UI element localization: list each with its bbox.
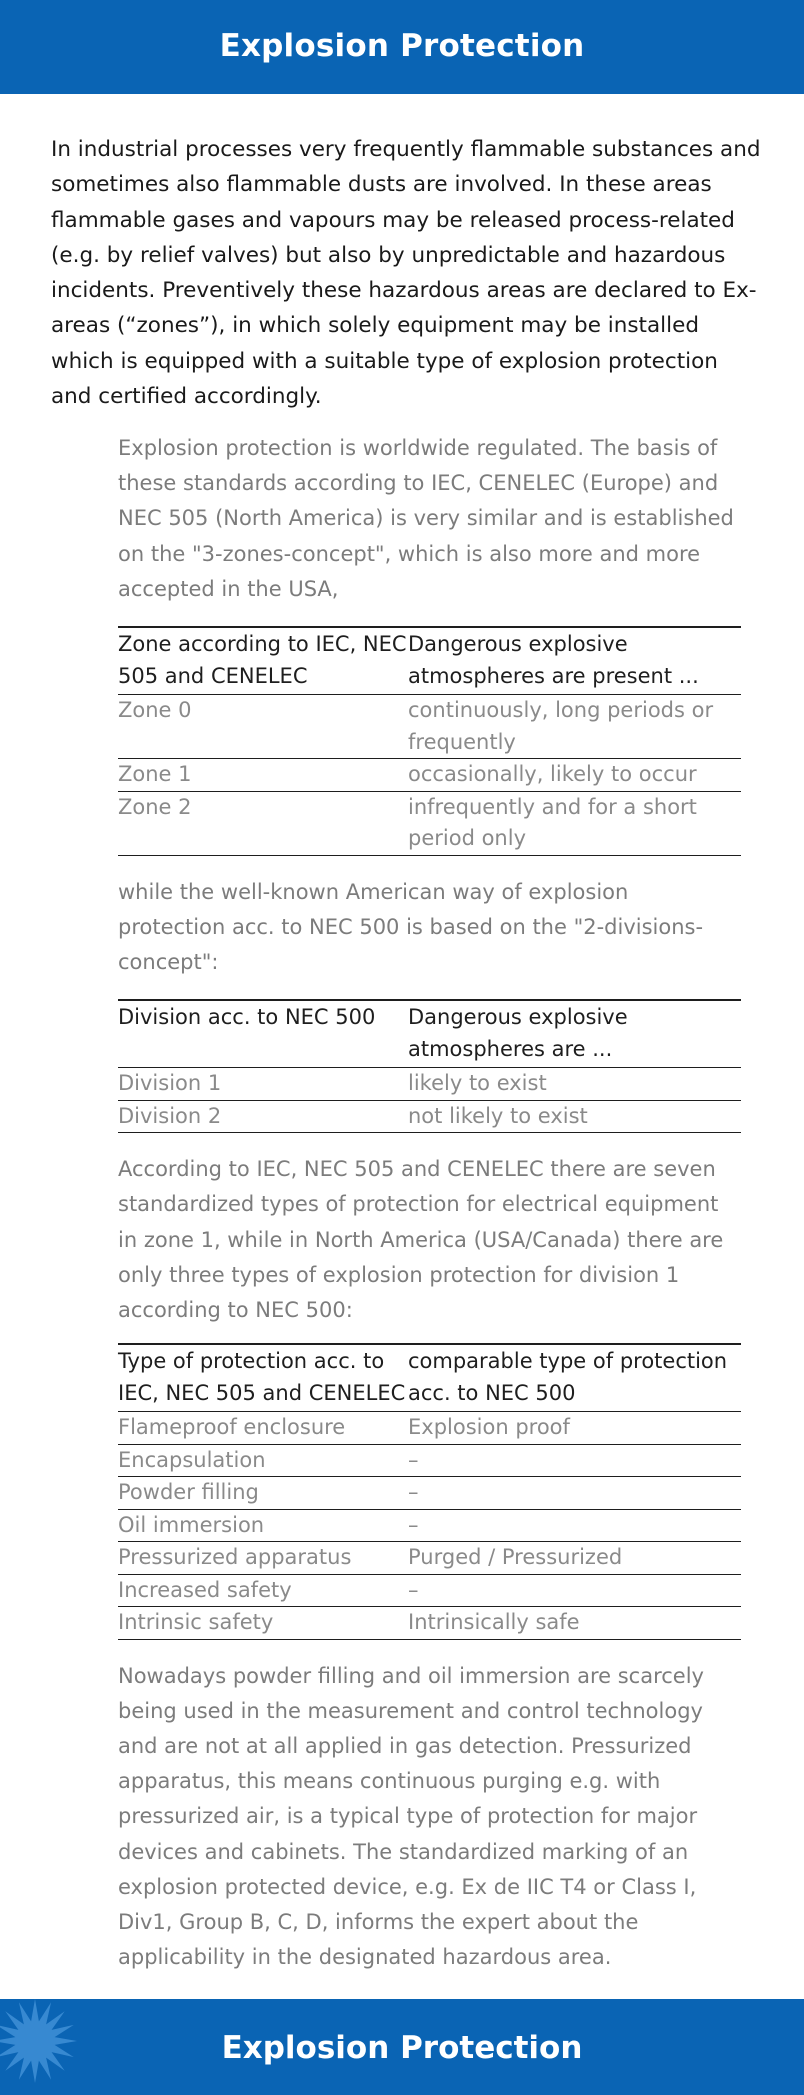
zone-name: Zone 1 <box>118 762 192 787</box>
divisions-header-division: Division acc. to NEC 500 <box>118 1005 376 1030</box>
starburst-icon <box>0 1999 100 2095</box>
zone-description: infrequently and for a short period only <box>408 794 697 851</box>
table-row <box>118 1607 741 1640</box>
table-row <box>118 1574 741 1607</box>
table-row <box>118 1100 741 1133</box>
table-header-row <box>118 1000 741 1068</box>
division-description: likely to exist <box>408 1071 547 1096</box>
protection-type: Increased safety <box>118 1577 292 1602</box>
table-row <box>118 1542 741 1575</box>
header-bar <box>0 0 804 94</box>
table-row <box>118 759 741 792</box>
main-content <box>118 431 741 1975</box>
table-row <box>118 1068 741 1101</box>
footer-title: Explosion Protection <box>221 2030 583 2066</box>
table-header-row <box>118 627 741 695</box>
table-header-row <box>118 1344 741 1412</box>
division-name: Division 1 <box>118 1071 222 1096</box>
table-row <box>118 791 741 855</box>
zone-description: continuously, long periods or frequently <box>408 698 714 754</box>
protection-type: Powder filling <box>118 1480 259 1505</box>
protection-header-iec: Type of protection acc. to IEC, NEC 505 and CENELEC <box>118 1349 406 1405</box>
zones-table <box>118 626 741 856</box>
protection-header-nec: comparable type of protection acc. to NEC 500 <box>408 1349 728 1405</box>
table-row <box>118 1477 741 1510</box>
table-row <box>118 1412 741 1445</box>
zone-name: Zone 0 <box>118 698 192 723</box>
zones-header-atmosphere: Dangerous explosive atmospheres are present ... <box>408 632 699 688</box>
nec-equivalent: – <box>408 1512 419 1537</box>
nec-equivalent: Intrinsically safe <box>408 1610 580 1635</box>
divisions-table <box>118 999 741 1133</box>
nec-equivalent: Explosion proof <box>408 1415 570 1440</box>
footer-bar <box>0 1999 804 2095</box>
protection-type: Intrinsic safety <box>118 1610 274 1635</box>
table-row <box>118 1509 741 1542</box>
table-row <box>118 695 741 759</box>
table-row <box>118 1444 741 1477</box>
nec-equivalent: – <box>408 1577 419 1602</box>
divisions-intro-paragraph: while the well-known American way of explosion protection acc. to NEC 500 is based on the "2-divisions-concept": <box>118 879 704 974</box>
zones-header-zone: Zone according to IEC, NEC 505 and CENELEC <box>118 632 407 688</box>
nec-equivalent: – <box>408 1480 419 1505</box>
nec-equivalent: – <box>408 1447 419 1472</box>
protection-type: Encapsulation <box>118 1447 266 1472</box>
division-name: Division 2 <box>118 1103 222 1128</box>
protection-types-paragraph: According to IEC, NEC 505 and CENELEC there are seven standardized types of protection for electrical equipment in zone 1, while in North America (USA/Canada) there are only three types of explosion protection for division 1 according to NEC 500: <box>118 1157 724 1322</box>
intro-paragraph: In industrial processes very frequently flammable substances and sometimes also flammable dusts are involved. In these areas flammable gases and vapours may be released process-related (e.g. by relief valves) but also by unpredictable and hazardous incidents. Preventively these hazardous areas are declared to Ex-areas (“zones”), in which solely equipment may be installed which is equipped with a suitable type of explosion protection and certified accordingly. <box>51 137 761 410</box>
divisions-header-atmosphere: Dangerous explosive atmospheres are ... <box>408 1005 628 1061</box>
protection-table <box>118 1343 741 1640</box>
protection-type: Oil immersion <box>118 1512 265 1537</box>
closing-paragraph: Nowadays powder filling and oil immersion are scarcely being used in the measurement and control technology and are not at all applied in gas detection. Pressurized apparatus, this means continuous purging e.g. with pressurized air, is a typical type of protection for major devices and cabinets. The standardized marking of an explosion protected device, e.g. Ex de IIC T4 or Class I, Div1, Group B, C, D, informs the expert about the applicability in the designated hazardous area. <box>118 1663 704 1970</box>
protection-type: Pressurized apparatus <box>118 1545 352 1570</box>
zone-name: Zone 2 <box>118 794 192 819</box>
standards-paragraph: Explosion protection is worldwide regulated. The basis of these standards according to IEC, CENELEC (Europe) and NEC 505 (North America) is very similar and is established on the "3-zones-concept", which is also more and more accepted in the USA, <box>118 436 734 601</box>
page-title: Explosion Protection <box>219 27 585 64</box>
zone-description: occasionally, likely to occur <box>408 762 697 787</box>
nec-equivalent: Purged / Pressurized <box>408 1545 623 1570</box>
division-description: not likely to exist <box>408 1103 588 1128</box>
protection-type: Flameproof enclosure <box>118 1415 346 1440</box>
